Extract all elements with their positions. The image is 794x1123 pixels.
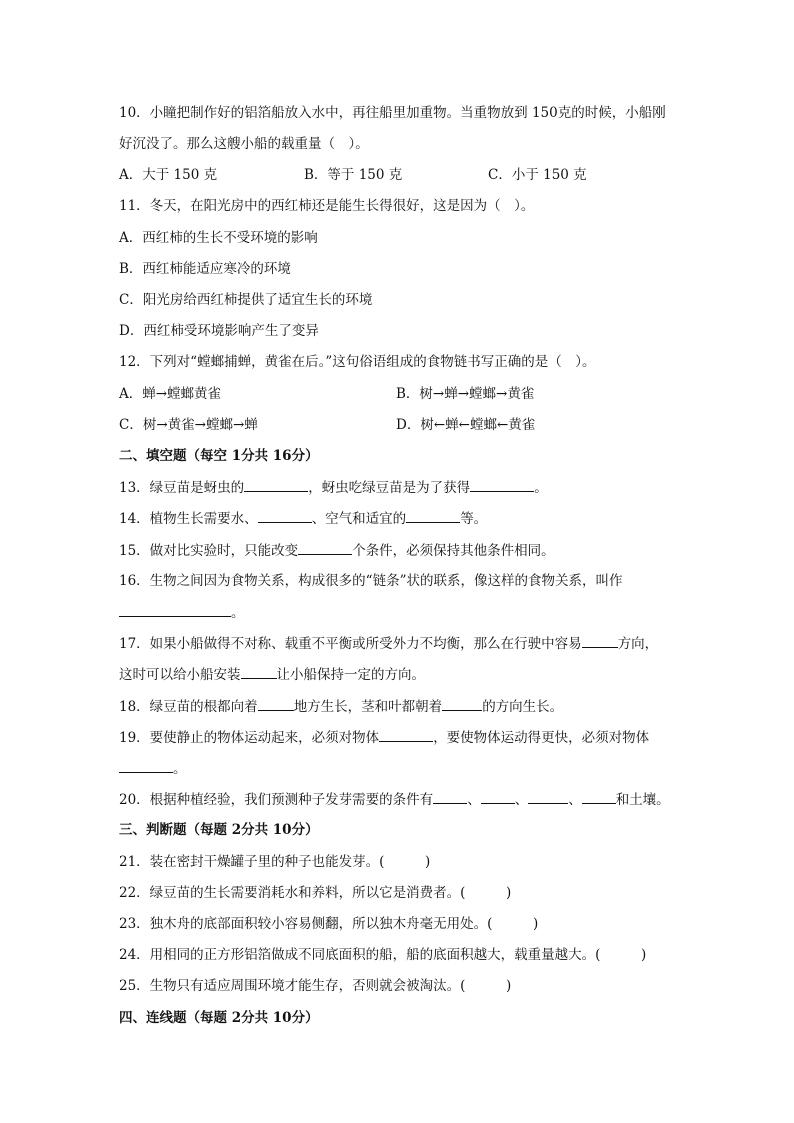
q17-line1 [119, 634, 658, 653]
q20-sep-1: 、 [467, 792, 481, 808]
q18-blank-2[interactable] [442, 697, 482, 711]
q12-option-c: C．树→黄雀→螳螂→蝉 [119, 417, 258, 433]
q19-line1 [119, 728, 649, 747]
q17-text-d: 让小船保持一定的方向。 [276, 667, 425, 683]
q18-text-c: 的方向生长。 [482, 699, 564, 715]
q20-blank-3[interactable] [528, 790, 568, 804]
q20-sep-3: 、 [568, 792, 582, 808]
section-2-heading: 二、填空题（每空 1分共 16分） [119, 448, 319, 464]
q22: 22．绿豆苗的生长需要消耗水和养料，所以它是消费者。( ) [119, 885, 512, 901]
section-3-heading: 三、判断题（每题 2分共 10分） [119, 822, 319, 838]
q16-line1: 16．生物之间因为食物关系，构成很多的“链条”状的联系，像这样的食物关系，叫作 [119, 573, 623, 589]
q15-text-a: 15．做对比实验时，只能改变 [119, 543, 299, 559]
q15-text-b: 个条件，必须保持其他条件相同。 [352, 543, 555, 559]
q10-option-b: B．等于 150 克 [304, 167, 403, 183]
q11-option-a: A．西红柿的生长不受环境的影响 [119, 230, 318, 246]
q18 [119, 697, 563, 716]
q13-text-c: 。 [534, 480, 548, 496]
q20-blank-4[interactable] [582, 790, 616, 804]
q13-blank-1[interactable] [244, 478, 308, 492]
q13-blank-2[interactable] [470, 478, 534, 492]
q12-stem: 12．下列对“螳螂捕蝉，黄雀在后。”这句俗语组成的食物链书写正确的是（ ）。 [119, 354, 596, 370]
q14-text-a: 14．植物生长需要水、 [119, 511, 258, 527]
q14 [119, 509, 487, 528]
q11-stem: 11．冬天，在阳光房中的西红柿还是能生长得很好，这是因为（ ）。 [119, 198, 535, 214]
q17-blank-1[interactable] [582, 634, 618, 648]
q19-blank-1[interactable] [379, 728, 433, 742]
q17-text-a: 17．如果小船做得不对称、载重不平衡或所受外力不均衡，那么在行驶中容易 [119, 636, 582, 652]
q18-text-a: 18．绿豆苗的根都向着 [119, 699, 258, 715]
q10-line2: 好沉没了。那么这艘小船的载重量（ ）。 [119, 136, 369, 152]
q11-option-b: B．西红柿能适应寒冷的环境 [119, 261, 291, 277]
q15-blank-1[interactable] [298, 541, 352, 555]
q12-option-b: B．树→蝉→螳螂→黄雀 [396, 386, 535, 402]
q12-option-d: D．树←蝉←螳螂←黄雀 [396, 417, 536, 433]
q19-line2 [119, 759, 187, 778]
q10-line1: 10．小瞳把制作好的铝箔船放入水中，再往船里加重物。当重物放到 150克的时候，小船刚 [119, 105, 666, 121]
q20-blank-2[interactable] [481, 790, 515, 804]
q13 [119, 478, 548, 497]
q12-option-a: A．蝉→螳螂黄雀 [119, 386, 222, 402]
q13-text-a: 13．绿豆苗是蚜虫的 [119, 480, 245, 496]
q14-blank-2[interactable] [406, 509, 460, 523]
section-4-heading: 四、连线题（每题 2分共 10分） [119, 1010, 319, 1026]
q19-text-a: 19．要使静止的物体运动起来，必须对物体 [119, 730, 380, 746]
q20-blank-1[interactable] [433, 790, 467, 804]
q15 [119, 541, 555, 560]
q11-option-c: C．阳光房给西红柿提供了适宜生长的环境 [119, 292, 373, 308]
q16-blank-1[interactable] [119, 603, 231, 617]
q17-text-b: 方向， [617, 636, 659, 652]
q14-text-c: 等。 [460, 511, 488, 527]
q19-blank-2[interactable] [119, 759, 173, 773]
q19-text-b: ，要使物体运动得更快，必须对物体 [433, 730, 650, 746]
q21: 21．装在密封干燥罐子里的种子也能发芽。( ) [119, 854, 431, 870]
q10-option-c: C．小于 150 克 [488, 167, 587, 183]
q20 [119, 790, 670, 809]
q13-text-b: ，蚜虫吃绿豆苗是为了获得 [308, 480, 471, 496]
q10-option-a: A．大于 150 克 [119, 167, 218, 183]
q25: 25．生物只有适应周围环境才能生存，否则就会被淘汰。( ) [119, 978, 512, 994]
q14-blank-1[interactable] [258, 509, 312, 523]
q20-sep-2: 、 [514, 792, 529, 808]
q24: 24．用相同的正方形铝箔做成不同底面积的船，船的底面积越大，载重量越大。( ) [119, 947, 647, 963]
q23: 23．独木舟的底部面积较小容易侧翻，所以独木舟毫无用处。( ) [119, 916, 539, 932]
q16-end: 。 [231, 605, 245, 621]
q19-end: 。 [173, 761, 187, 777]
q16-line2 [119, 603, 245, 622]
q17-text-c: 这时可以给小船安装 [119, 667, 241, 683]
q17-line2 [119, 665, 425, 684]
q18-blank-1[interactable] [258, 697, 294, 711]
q20-text-a: 20．根据种植经验，我们预测种子发芽需要的条件有 [119, 792, 434, 808]
q14-text-b: 、空气和适宜的 [311, 511, 407, 527]
q18-text-b: 地方生长，茎和叶都朝着 [293, 699, 443, 715]
q11-option-d: D．西红柿受环境影响产生了变异 [119, 323, 319, 339]
q17-blank-2[interactable] [241, 665, 277, 679]
q20-end: 和土壤。 [615, 792, 670, 808]
